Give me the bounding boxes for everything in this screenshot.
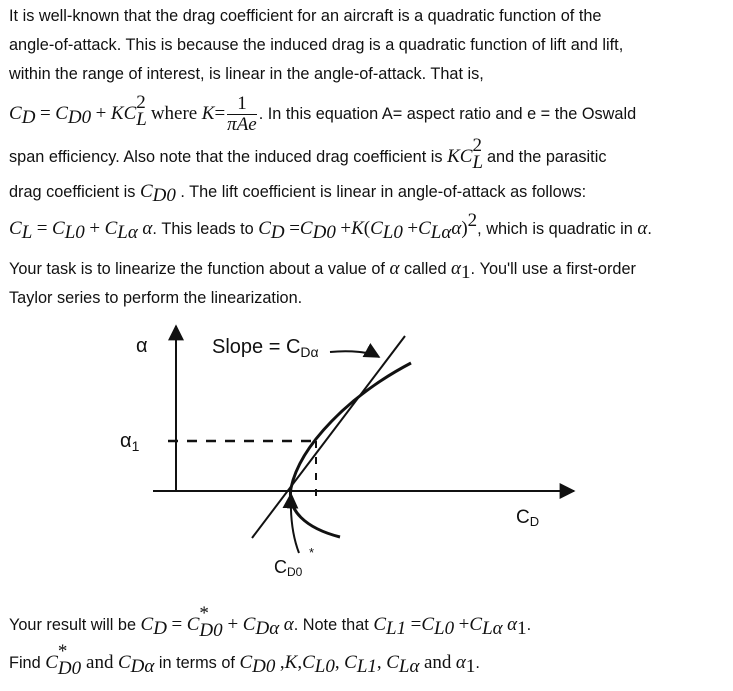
alpha1-label: $\alpha_1$: [120, 430, 140, 454]
task-line-2: Taylor series to perform the linearization.: [9, 289, 303, 307]
intro-line-2: angle-of-attack. This is because the induced drag is a quadratic function of lift and lift,: [9, 36, 624, 54]
k-fraction: $\frac{1}{\text{πAe}}$: [227, 93, 257, 136]
task-line-1: Your task is to linearize the function about a value of α called $\alpha_1$. You'll use a first-order: [9, 258, 636, 283]
slope-label: Slope = $C_{D\alpha}$: [212, 336, 319, 360]
cd0-star-mark: *: [309, 545, 315, 560]
alpha-axis-label: α: [136, 335, 148, 357]
cd0-star-label: $C_{D0}$: [274, 557, 303, 579]
intro-line-1: It is well-known that the drag coefficient for an aircraft is a quadratic function of the: [9, 7, 602, 25]
cd-axis-label: $C_D$: [516, 507, 540, 529]
induced-drag-line: span efficiency. Also note that the induced drag coefficient is KC 2 L and the parasitic: [9, 135, 607, 173]
tangent-line: [252, 336, 405, 538]
parasitic-drag-line: drag coefficient is $C_{D0}$ . The lift coefficient is linear in angle-of-attack as follows:: [9, 181, 587, 206]
result-line: Your result will be $C_D = C$ * D0 + $C_{D\alpha}$ α. Note that $C_{L1} =C_{L0} +C_{L\alpha}$ $\alpha_1$.: [9, 603, 532, 641]
find-line: Find C * D0 and $C_{D\alpha}$ in terms of $C_{D0}$ $,K,C_{L0}$, $C_{L1}$, $C_{L\alpha}$ and $\alpha_1$.: [9, 641, 480, 679]
drag-equation-line: $C_D = C_{D0}$ + KC 2 L where K= $\frac{1}{\text{πAe}}$ . In this equation A= aspect ratio and e = the Oswald: [9, 92, 637, 136]
slope-arrow: [330, 351, 379, 357]
drag-polar-curve: [290, 363, 411, 537]
lift-equation-line: $C_L = C_{L0} + C_{L\alpha}$ α. This leads to $C_D =C_{D0} +K(C_{L0} +C_{L\alpha}\alpha)^2$, which is quadratic in α.: [9, 210, 652, 243]
intro-line-3: within the range of interest, is linear in the angle-of-attack. That is,: [9, 65, 484, 83]
